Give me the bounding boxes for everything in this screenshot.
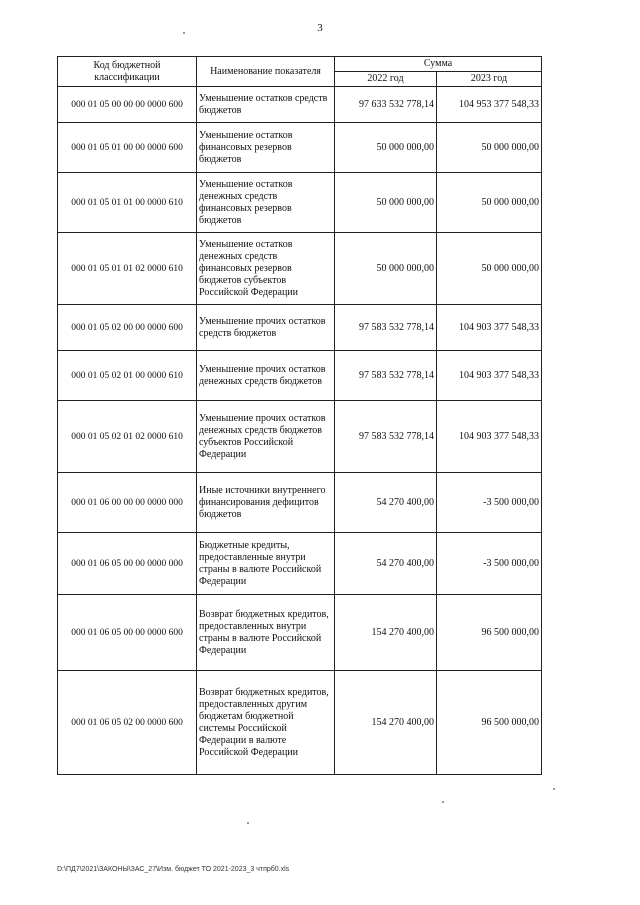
row-amount-2022: 154 270 400,00 [335,671,437,775]
row-amount-2022: 97 583 532 778,14 [335,305,437,351]
row-amount-2023: -3 500 000,00 [437,533,542,595]
row-name: Уменьшение прочих остатков денежных средств бюджетов субъектов Российской Федерации [197,401,335,473]
scan-speck [183,32,185,34]
table-row [58,173,542,233]
row-code: 000 01 06 00 00 00 0000 000 [58,473,197,533]
row-name: Уменьшение прочих остатков денежных средств бюджетов [197,351,335,401]
table-row [58,305,542,351]
row-name: Возврат бюджетных кредитов, предоставленных внутри страны в валюте Российской Федерации [197,595,335,671]
scan-speck [442,801,444,803]
table-row [58,595,542,671]
header-year-2023: 2023 год [437,72,542,87]
row-amount-2022: 97 633 532 778,14 [335,87,437,123]
row-amount-2023: 104 903 377 548,33 [437,305,542,351]
header-sum: Сумма [335,57,542,72]
row-amount-2023: -3 500 000,00 [437,473,542,533]
row-name: Возврат бюджетных кредитов, предоставленных другим бюджетам бюджетной системы Российской Федерации в валюте Российской Федерации [197,671,335,775]
table-row [58,87,542,123]
row-code: 000 01 05 00 00 00 0000 600 [58,87,197,123]
row-name: Бюджетные кредиты, предоставленные внутри страны в валюте Российской Федерации [197,533,335,595]
row-code: 000 01 06 05 02 00 0000 600 [58,671,197,775]
table-row [58,123,542,173]
table-row [58,671,542,775]
table-row [58,473,542,533]
row-amount-2023: 50 000 000,00 [437,123,542,173]
page-number: 3 [317,22,323,34]
row-amount-2022: 97 583 532 778,14 [335,351,437,401]
row-amount-2022: 97 583 532 778,14 [335,401,437,473]
row-name: Уменьшение остатков средств бюджетов [197,87,335,123]
row-name: Уменьшение остатков финансовых резервов бюджетов [197,123,335,173]
row-name: Уменьшение остатков денежных средств финансовых резервов бюджетов [197,173,335,233]
row-name: Иные источники внутреннего финансирования дефицитов бюджетов [197,473,335,533]
row-name: Уменьшение остатков денежных средств финансовых резервов бюджетов субъектов Российской Федерации [197,233,335,305]
file-path-footer: D:\ПД7\2021\ЗАКОНЫ\ЗАС_27\Изм. бюджет ТО 2021-2023_3 чтпрб0.xls [57,866,290,873]
budget-table [57,56,542,775]
row-amount-2023: 104 953 377 548,33 [437,87,542,123]
row-amount-2023: 50 000 000,00 [437,233,542,305]
row-code: 000 01 05 02 01 02 0000 610 [58,401,197,473]
table-row [58,533,542,595]
header-code: Код бюджетной классификации [58,57,197,87]
row-amount-2022: 50 000 000,00 [335,233,437,305]
row-name: Уменьшение прочих остатков средств бюджетов [197,305,335,351]
header-year-2022: 2022 год [335,72,437,87]
row-code: 000 01 05 01 01 02 0000 610 [58,233,197,305]
row-amount-2023: 104 903 377 548,33 [437,401,542,473]
row-amount-2023: 50 000 000,00 [437,173,542,233]
scan-speck [553,788,555,790]
row-amount-2023: 96 500 000,00 [437,671,542,775]
row-code: 000 01 05 01 00 00 0000 600 [58,123,197,173]
row-amount-2023: 96 500 000,00 [437,595,542,671]
row-amount-2022: 50 000 000,00 [335,173,437,233]
scan-speck [247,822,249,824]
table-header-row [58,57,542,72]
row-amount-2022: 154 270 400,00 [335,595,437,671]
row-code: 000 01 05 02 00 00 0000 600 [58,305,197,351]
row-code: 000 01 05 01 01 00 0000 610 [58,173,197,233]
row-code: 000 01 06 05 00 00 0000 600 [58,595,197,671]
row-amount-2023: 104 903 377 548,33 [437,351,542,401]
row-amount-2022: 54 270 400,00 [335,473,437,533]
table-row [58,401,542,473]
table-row [58,351,542,401]
row-amount-2022: 50 000 000,00 [335,123,437,173]
header-name: Наименование показателя [197,57,335,87]
row-code: 000 01 05 02 01 00 0000 610 [58,351,197,401]
row-code: 000 01 06 05 00 00 0000 000 [58,533,197,595]
table-row [58,233,542,305]
row-amount-2022: 54 270 400,00 [335,533,437,595]
